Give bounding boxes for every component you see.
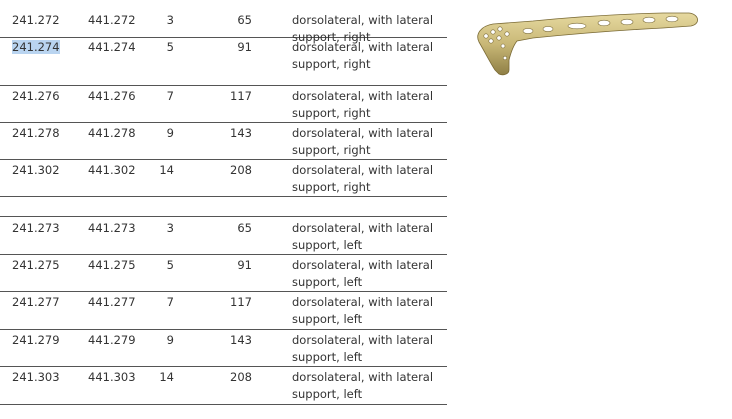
article-number: 241.275 bbox=[12, 258, 60, 272]
article-number-alt: 441.302 bbox=[88, 163, 136, 177]
holes-count: 7 bbox=[166, 89, 174, 103]
article-number-alt: 441.273 bbox=[88, 221, 136, 235]
length-mm: 65 bbox=[237, 221, 252, 235]
table-row[interactable] bbox=[0, 160, 447, 197]
description-line-1: dorsolateral, with lateral bbox=[292, 163, 434, 177]
holes-count: 5 bbox=[166, 258, 174, 272]
description-line-1: dorsolateral, with lateral bbox=[292, 333, 434, 347]
article-number: 241.276 bbox=[12, 89, 60, 103]
table-row[interactable] bbox=[0, 255, 447, 292]
table-row[interactable] bbox=[0, 123, 447, 160]
article-number-alt: 441.272 bbox=[88, 13, 136, 27]
table-row[interactable] bbox=[0, 0, 447, 44]
length-mm: 91 bbox=[237, 258, 252, 272]
article-number: 241.273 bbox=[12, 221, 60, 235]
table-row[interactable] bbox=[0, 367, 447, 405]
description-line-2: support, left bbox=[292, 275, 363, 289]
article-number: 241.277 bbox=[12, 295, 60, 309]
article-number: 241.302 bbox=[12, 163, 60, 177]
text-selection-highlight: 241.274 bbox=[12, 40, 60, 54]
description-line-1: dorsolateral, with lateral bbox=[292, 89, 434, 103]
description-line-2: support, right bbox=[292, 180, 371, 194]
group-separator bbox=[0, 197, 447, 217]
description-line-1: dorsolateral, with lateral bbox=[292, 295, 434, 309]
table-row[interactable] bbox=[0, 292, 447, 330]
article-number: 241.279 bbox=[12, 333, 60, 347]
length-mm: 208 bbox=[230, 163, 252, 177]
table-row[interactable] bbox=[0, 217, 447, 255]
description-line-1: dorsolateral, with lateral bbox=[292, 370, 434, 384]
length-mm: 143 bbox=[230, 333, 252, 347]
holes-count: 3 bbox=[166, 13, 174, 27]
description-line-1: dorsolateral, with lateral bbox=[292, 40, 434, 54]
article-number-alt: 441.276 bbox=[88, 89, 136, 103]
description-line-1: dorsolateral, with lateral bbox=[292, 258, 434, 272]
article-number-alt: 441.303 bbox=[88, 370, 136, 384]
holes-count: 5 bbox=[166, 40, 174, 54]
article-number-selected[interactable] bbox=[12, 39, 60, 56]
description-line-2: support, left bbox=[292, 312, 363, 326]
description-line-2: support, right bbox=[292, 143, 371, 157]
article-number-alt: 441.275 bbox=[88, 258, 136, 272]
length-mm: 117 bbox=[230, 89, 252, 103]
holes-count: 9 bbox=[166, 126, 174, 140]
bone-plate-icon bbox=[473, 8, 703, 80]
article-number-alt: 441.277 bbox=[88, 295, 136, 309]
article-number: 241.272 bbox=[12, 13, 60, 27]
description-line-1: dorsolateral, with lateral bbox=[292, 126, 434, 140]
description-line-2: support, right bbox=[292, 57, 371, 71]
holes-count: 14 bbox=[159, 370, 174, 384]
description-line-2: support, left bbox=[292, 350, 363, 364]
description-line-2: support, right bbox=[292, 30, 371, 44]
table-row[interactable] bbox=[0, 86, 447, 123]
holes-count: 7 bbox=[166, 295, 174, 309]
description-line-2: support, left bbox=[292, 387, 363, 401]
holes-count: 3 bbox=[166, 221, 174, 235]
length-mm: 208 bbox=[230, 370, 252, 384]
description-line-1: dorsolateral, with lateral bbox=[292, 13, 434, 27]
holes-count: 9 bbox=[166, 333, 174, 347]
article-number-alt: 441.274 bbox=[88, 40, 136, 54]
article-number: 241.303 bbox=[12, 370, 60, 384]
article-number: 241.278 bbox=[12, 126, 60, 140]
description-line-1: dorsolateral, with lateral bbox=[292, 221, 434, 235]
holes-count: 14 bbox=[159, 163, 174, 177]
description-line-2: support, right bbox=[292, 106, 371, 120]
table-row[interactable] bbox=[0, 38, 447, 86]
description-line-2: support, left bbox=[292, 238, 363, 252]
length-mm: 65 bbox=[237, 13, 252, 27]
length-mm: 143 bbox=[230, 126, 252, 140]
length-mm: 91 bbox=[237, 40, 252, 54]
table-row[interactable] bbox=[0, 330, 447, 367]
article-number-alt: 441.278 bbox=[88, 126, 136, 140]
article-number-alt: 441.279 bbox=[88, 333, 136, 347]
length-mm: 117 bbox=[230, 295, 252, 309]
